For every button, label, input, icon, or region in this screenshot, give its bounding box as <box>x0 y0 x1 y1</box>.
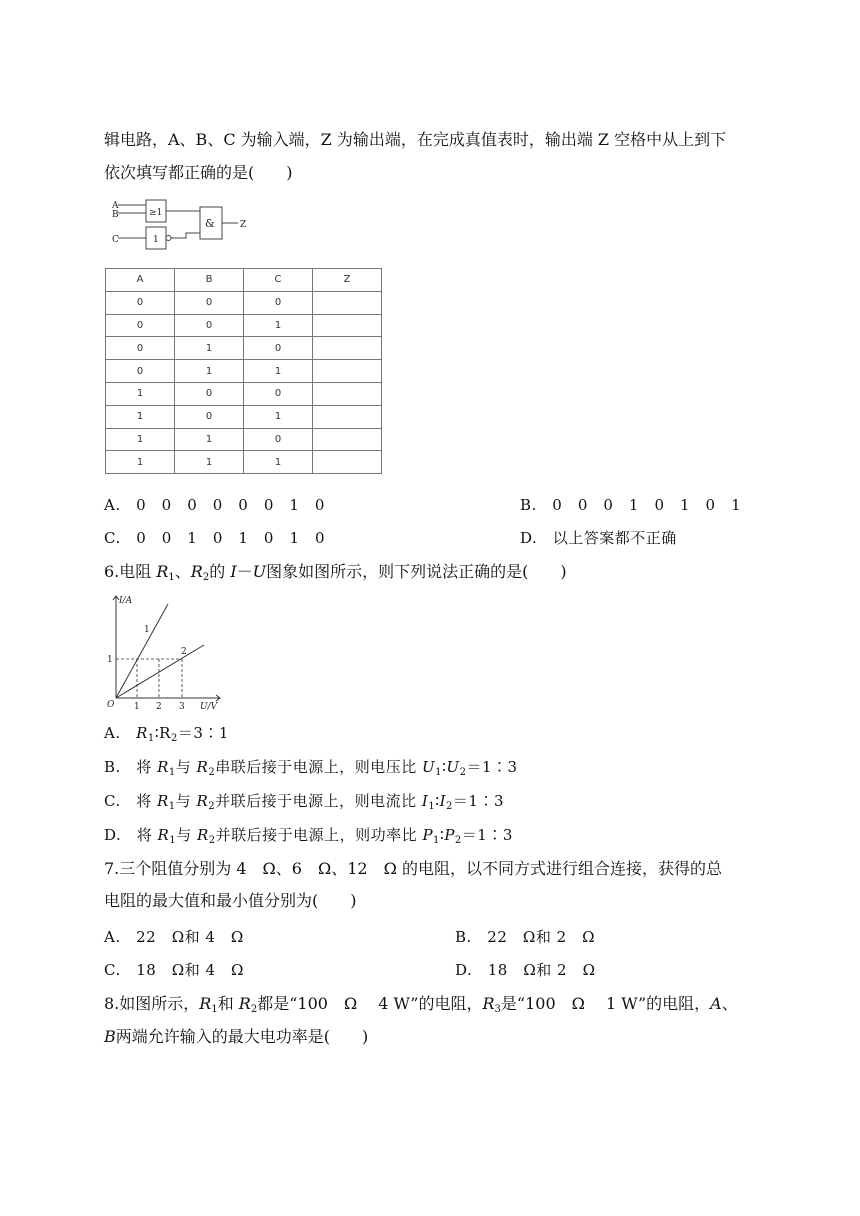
q6-option-d[interactable]: D. 将 $R_1$与 $R_2$并联后接于电源上，则功率比 $P_1∶P_2=1∶3$ <box>104 826 513 846</box>
cell-a: 1 <box>106 382 175 405</box>
logic-circuit-diagram <box>104 194 264 254</box>
x-tick-2: 2 <box>156 702 162 712</box>
origin-label: O <box>107 700 115 710</box>
q6-option-b[interactable]: B. 将 $R_1$与 $R_2$串联后接于电源上，则电压比 $U_1∶U_2=1∶3$ <box>104 758 518 778</box>
table-row <box>106 291 382 314</box>
input-a-label: A <box>112 201 119 211</box>
cell-z[interactable] <box>313 451 382 474</box>
cell-b: 1 <box>175 360 244 383</box>
cell-b: 0 <box>175 314 244 337</box>
table-row <box>106 360 382 383</box>
cell-b: 1 <box>175 451 244 474</box>
cell-c: 1 <box>244 405 313 428</box>
cell-b: 1 <box>175 428 244 451</box>
cell-z[interactable] <box>313 291 382 314</box>
cell-a: 1 <box>106 451 175 474</box>
cell-a: 0 <box>106 291 175 314</box>
iu-graph <box>104 590 226 712</box>
q7-option-b[interactable]: B. 22 Ω和 2 Ω <box>455 928 596 946</box>
input-b-label: B <box>112 210 119 220</box>
q5-stem-line2: 依次填写都正确的是( ) <box>104 163 293 182</box>
cell-a: 0 <box>106 314 175 337</box>
cell-b: 1 <box>175 337 244 360</box>
cell-a: 0 <box>106 360 175 383</box>
table-row <box>106 314 382 337</box>
cell-z[interactable] <box>313 337 382 360</box>
not-gate-label: 1 <box>153 235 159 245</box>
q7-option-a[interactable]: A. 22 Ω和 4 Ω <box>104 928 244 946</box>
table-row <box>106 451 382 474</box>
q5-stem-line1: 辑电路，A、B、C 为输入端，Z 为输出端，在完成真值表时，输出端 Z 空格中从上到下 <box>104 130 727 149</box>
q6-stem: 6.电阻 $R_1$、$R_2$的 I－U图象如图所示，则下列说法正确的是( ) <box>104 562 567 583</box>
x-tick-1: 1 <box>134 702 140 712</box>
cell-c: 0 <box>244 428 313 451</box>
q7-option-c[interactable]: C. 18 Ω和 4 Ω <box>104 961 244 979</box>
cell-z[interactable] <box>313 405 382 428</box>
truth-table <box>105 268 382 474</box>
cell-a: 0 <box>106 337 175 360</box>
q7-option-d[interactable]: D. 18 Ω和 2 Ω <box>455 961 596 979</box>
header-z: Z <box>313 269 382 292</box>
cell-c: 0 <box>244 337 313 360</box>
input-c-label: C <box>112 235 119 245</box>
header-b: B <box>175 269 244 292</box>
or-gate-label: ≥1 <box>149 208 163 218</box>
truth-table-header-row <box>106 269 382 292</box>
header-a: A <box>106 269 175 292</box>
q6-option-c[interactable]: C. 将 $R_1$与 $R_2$并联后接于电源上，则电流比 $I_1∶I_2=1∶3$ <box>104 792 505 812</box>
cell-b: 0 <box>175 291 244 314</box>
output-z-label: Z <box>240 220 247 230</box>
y-tick-1: 1 <box>107 655 113 665</box>
cell-z[interactable] <box>313 314 382 337</box>
table-row <box>106 428 382 451</box>
cell-z[interactable] <box>313 360 382 383</box>
cell-z[interactable] <box>313 382 382 405</box>
q8-stem-line1: 8.如图所示，$R_1$和 $R_2$都是“100 Ω 4 W”的电阻，$R_3$是“100 Ω 1 W”的电阻，A、 <box>104 994 738 1015</box>
q8-stem-line2: B两端允许输入的最大电功率是( ) <box>104 1027 369 1046</box>
cell-c: 0 <box>244 291 313 314</box>
cell-b: 0 <box>175 405 244 428</box>
q7-stem-line1: 7.三个阻值分别为 4 Ω、6 Ω、12 Ω 的电阻，以不同方式进行组合连接，获得的总 <box>104 859 722 878</box>
q5-option-b[interactable]: B. 0 0 0 1 0 1 0 1 <box>520 496 742 514</box>
q5-option-d[interactable]: D. 以上答案都不正确 <box>520 529 677 547</box>
line2-label: 2 <box>181 647 187 657</box>
table-row <box>106 382 382 405</box>
q5-option-a[interactable]: A. 0 0 0 0 0 0 1 0 <box>104 496 325 514</box>
cell-c: 1 <box>244 314 313 337</box>
cell-a: 1 <box>106 405 175 428</box>
cell-a: 1 <box>106 428 175 451</box>
cell-c: 0 <box>244 382 313 405</box>
cell-b: 0 <box>175 382 244 405</box>
cell-c: 1 <box>244 360 313 383</box>
header-c: C <box>244 269 313 292</box>
cell-z[interactable] <box>313 428 382 451</box>
and-gate-label: & <box>205 217 215 230</box>
cell-c: 1 <box>244 451 313 474</box>
q6-option-a[interactable]: A. $R_1∶R_2=3∶1$ <box>104 724 229 744</box>
x-tick-3: 3 <box>179 702 185 712</box>
q7-stem-line2: 电阻的最大值和最小值分别为( ) <box>104 891 357 910</box>
y-axis-label: I/A <box>119 596 133 606</box>
q5-option-c[interactable]: C. 0 0 1 0 1 0 1 0 <box>104 529 326 547</box>
x-axis-label: U/V <box>200 702 218 712</box>
table-row <box>106 405 382 428</box>
line1-label: 1 <box>144 625 150 635</box>
table-row <box>106 337 382 360</box>
